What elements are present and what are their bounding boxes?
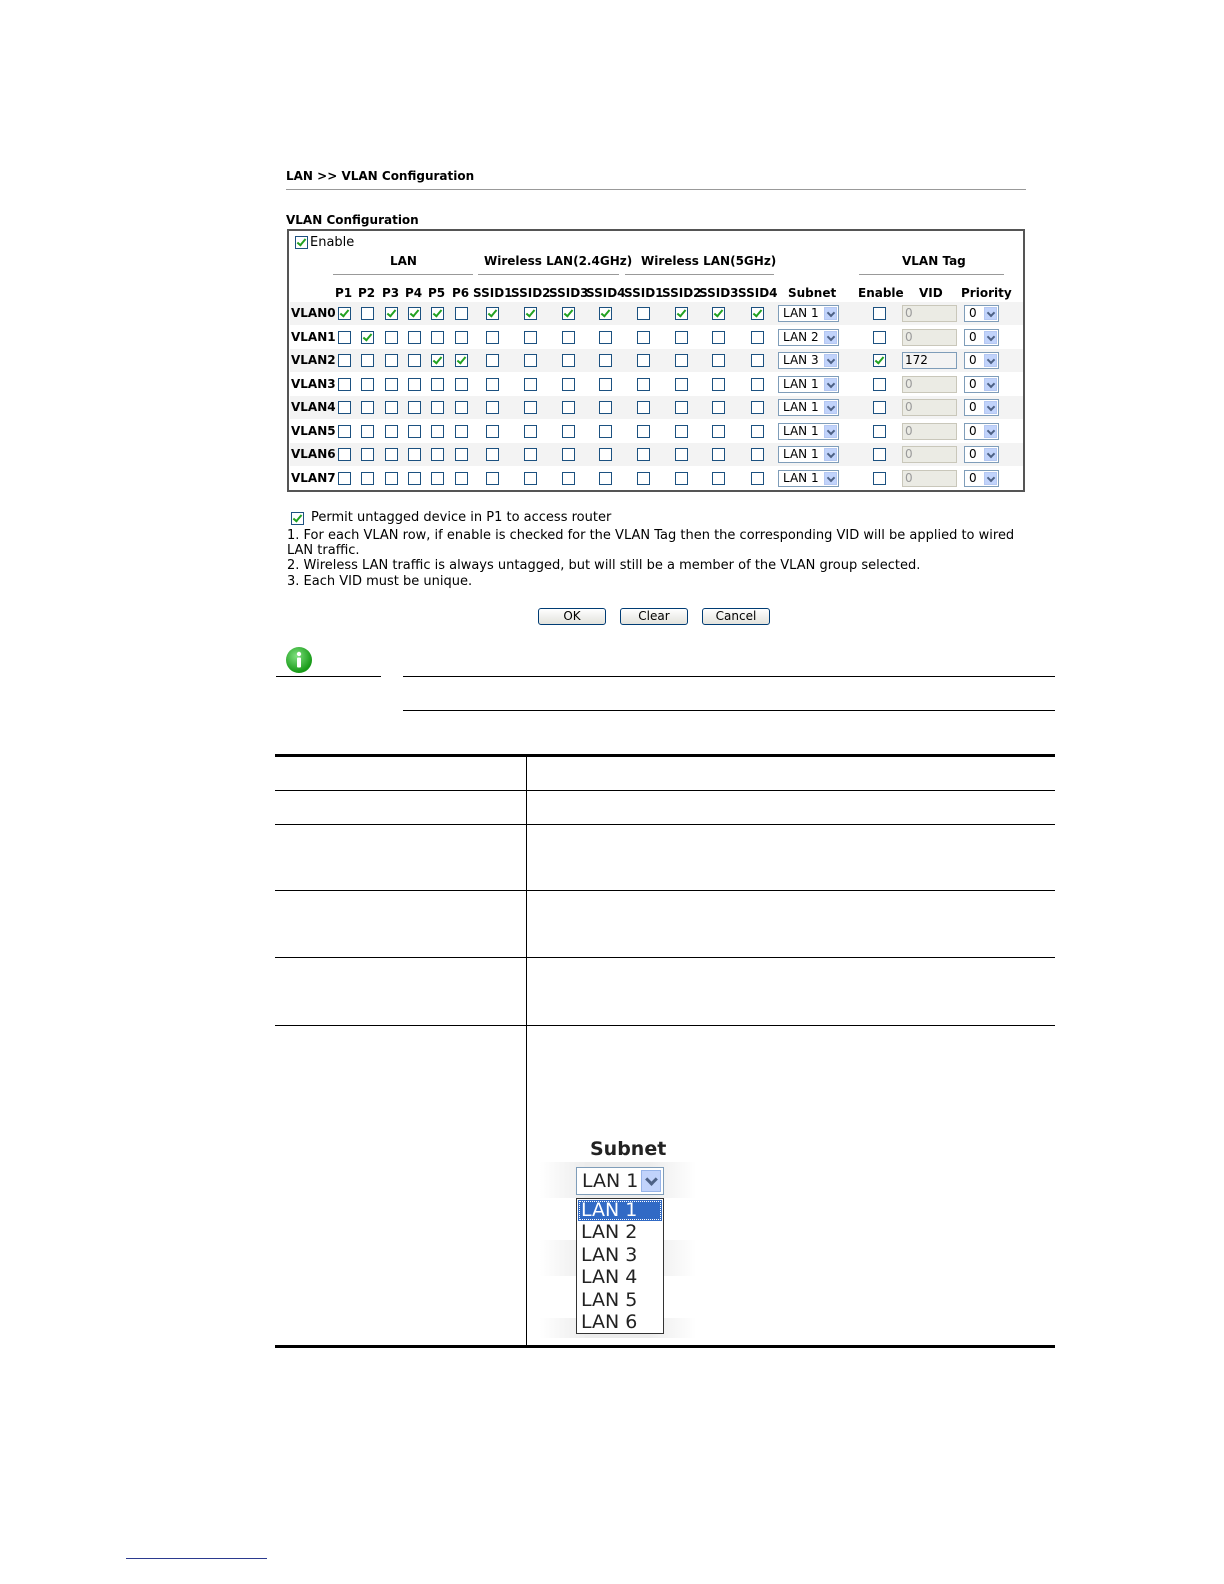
info-rule-top (403, 676, 1055, 677)
clear-button[interactable]: Clear (620, 608, 688, 625)
vid-input[interactable]: 0 (902, 446, 957, 463)
ssid24-checkbox[interactable] (524, 307, 537, 320)
vid-input[interactable]: 172 (902, 352, 957, 369)
ssid5-checkbox[interactable] (675, 448, 688, 461)
priority-select[interactable]: 0 (964, 305, 999, 322)
ssid5-checkbox[interactable] (712, 307, 725, 320)
chevron-down-icon[interactable] (824, 354, 837, 367)
subnet-popup-select[interactable] (576, 1167, 664, 1195)
vlan-row-label: VLAN6 (291, 447, 336, 461)
ssid5-checkbox[interactable] (637, 331, 650, 344)
ssid5-checkbox[interactable] (675, 354, 688, 367)
port-checkbox[interactable] (385, 472, 398, 485)
ssid24-checkbox[interactable] (524, 354, 537, 367)
chevron-down-icon[interactable] (984, 425, 997, 438)
chevron-down-icon[interactable] (824, 401, 837, 414)
port-checkbox[interactable] (455, 425, 468, 438)
port-checkbox[interactable] (431, 425, 444, 438)
priority-select[interactable]: 0 (964, 329, 999, 346)
ssid24-checkbox[interactable] (599, 378, 612, 391)
chevron-down-icon[interactable] (984, 472, 997, 485)
note-2: 2. Wireless LAN traffic is always untagged, but will still be a member of the VLAN group selected. (287, 558, 921, 573)
vid-input[interactable]: 0 (902, 376, 957, 393)
vlan-row-label: VLAN5 (291, 423, 336, 438)
section-title: VLAN Configuration (286, 213, 419, 227)
ssid24-checkbox[interactable] (486, 472, 499, 485)
column-header-ssid24: SSID3 (549, 286, 589, 300)
vlan-tag-enable-checkbox[interactable] (873, 354, 886, 367)
chevron-down-icon[interactable] (824, 307, 837, 320)
chevron-down-icon[interactable] (641, 1170, 661, 1192)
lan-group-rule (333, 274, 473, 275)
ssid5-checkbox[interactable] (751, 378, 764, 391)
column-header-ssid5: SSID4 (738, 286, 778, 300)
ssid5-checkbox[interactable] (675, 331, 688, 344)
vlan-tag-enable-checkbox[interactable] (873, 378, 886, 391)
ssid5-checkbox[interactable] (675, 425, 688, 438)
ssid5-checkbox[interactable] (675, 307, 688, 320)
priority-select[interactable]: 0 (964, 352, 999, 369)
port-checkbox[interactable] (338, 448, 351, 461)
subnet-select[interactable]: LAN 1 (778, 399, 839, 416)
vlan-row-label: VLAN0 (291, 306, 336, 320)
port-checkbox[interactable] (455, 472, 468, 485)
port-checkbox[interactable] (338, 472, 351, 485)
notes (287, 528, 1027, 589)
port-checkbox[interactable] (431, 448, 444, 461)
ssid5-checkbox[interactable] (637, 307, 650, 320)
note-3: 3. Each VID must be unique. (287, 574, 473, 589)
ssid5-checkbox[interactable] (637, 401, 650, 414)
port-checkbox[interactable] (408, 354, 421, 367)
chevron-down-icon[interactable] (984, 307, 997, 320)
ssid5-checkbox[interactable] (637, 378, 650, 391)
ssid24-checkbox[interactable] (562, 307, 575, 320)
ssid5-checkbox[interactable] (751, 401, 764, 414)
ssid5-checkbox[interactable] (712, 448, 725, 461)
vlan-tag-enable-checkbox[interactable] (873, 331, 886, 344)
ssid24-checkbox[interactable] (562, 331, 575, 344)
ssid24-checkbox[interactable] (486, 448, 499, 461)
ssid5-checkbox[interactable] (751, 354, 764, 367)
column-header-ssid5: SSID1 (624, 286, 664, 300)
subnet-popup-list (576, 1198, 664, 1334)
footer-link-rule (126, 1558, 267, 1559)
ssid5-checkbox[interactable] (712, 378, 725, 391)
chevron-down-icon[interactable] (984, 378, 997, 391)
vlan-tag-enable-checkbox[interactable] (873, 472, 886, 485)
header-divider (286, 189, 1026, 190)
column-header-subnet: Subnet (788, 286, 837, 300)
wlan24-group-rule (478, 274, 619, 275)
ssid24-checkbox[interactable] (599, 354, 612, 367)
column-header-port: P2 (358, 286, 376, 300)
vlan-tag-enable-checkbox[interactable] (873, 448, 886, 461)
ssid24-checkbox[interactable] (524, 472, 537, 485)
chevron-down-icon[interactable] (984, 354, 997, 367)
ssid24-checkbox[interactable] (599, 425, 612, 438)
vlan-tag-enable-checkbox[interactable] (873, 401, 886, 414)
ssid24-checkbox[interactable] (524, 401, 537, 414)
subnet-select[interactable]: LAN 1 (778, 305, 839, 322)
priority-select[interactable]: 0 (964, 446, 999, 463)
ssid24-checkbox[interactable] (524, 331, 537, 344)
port-checkbox[interactable] (361, 354, 374, 367)
vid-input[interactable]: 0 (902, 423, 957, 440)
ssid24-checkbox[interactable] (524, 425, 537, 438)
ssid5-checkbox[interactable] (637, 425, 650, 438)
vlan-tag-enable-checkbox[interactable] (873, 425, 886, 438)
group-header-lan: LAN (390, 254, 417, 268)
subnet-popup-header: Subnet (590, 1138, 667, 1160)
info-underline (276, 676, 381, 677)
port-checkbox[interactable] (431, 307, 444, 320)
vlan-row-label: VLAN7 (291, 470, 336, 485)
ssid24-checkbox[interactable] (562, 401, 575, 414)
breadcrumb: LAN >> VLAN Configuration (286, 169, 475, 183)
subnet-select[interactable]: LAN 1 (778, 470, 839, 487)
table-rule (275, 957, 1055, 958)
port-checkbox[interactable] (385, 425, 398, 438)
ssid24-checkbox[interactable] (599, 472, 612, 485)
note-1: 1. For each VLAN row, if enable is checked for the VLAN Tag then the corresponding VID will be applied to wired (287, 528, 1015, 543)
column-header-ssid24: SSID2 (511, 286, 551, 300)
column-header-port: P5 (428, 286, 446, 300)
port-checkbox[interactable] (431, 401, 444, 414)
table-rule (275, 824, 1055, 825)
chevron-down-icon[interactable] (824, 425, 837, 438)
vlan-tag-enable-checkbox[interactable] (873, 307, 886, 320)
group-header-wlan24: Wireless LAN(2.4GHz) (484, 254, 633, 268)
subnet-option[interactable]: LAN 4 (581, 1266, 638, 1289)
chevron-down-icon[interactable] (824, 378, 837, 391)
port-checkbox[interactable] (431, 472, 444, 485)
port-checkbox[interactable] (408, 401, 421, 414)
vlan-row-label: VLAN2 (291, 353, 336, 367)
vid-input[interactable]: 0 (902, 305, 957, 322)
port-checkbox[interactable] (455, 354, 468, 367)
table-rule-top (275, 754, 1055, 757)
ssid5-checkbox[interactable] (751, 331, 764, 344)
table-rule (275, 890, 1055, 891)
info-rule-bottom (403, 710, 1055, 711)
port-checkbox[interactable] (385, 448, 398, 461)
subnet-select[interactable]: LAN 3 (778, 352, 839, 369)
subnet-select[interactable]: LAN 2 (778, 329, 839, 346)
ssid24-checkbox[interactable] (562, 425, 575, 438)
port-checkbox[interactable] (408, 378, 421, 391)
ssid5-checkbox[interactable] (751, 307, 764, 320)
subnet-option[interactable]: LAN 3 (581, 1243, 638, 1266)
subnet-select[interactable]: LAN 1 (778, 423, 839, 440)
vid-input[interactable]: 0 (902, 399, 957, 416)
vid-input[interactable]: 0 (902, 329, 957, 346)
note-1-cont: LAN traffic. (287, 543, 360, 558)
ssid5-checkbox[interactable] (712, 354, 725, 367)
port-checkbox[interactable] (385, 307, 398, 320)
ok-button[interactable]: OK (538, 608, 606, 625)
column-header-port: P4 (405, 286, 423, 300)
ssid5-checkbox[interactable] (751, 425, 764, 438)
table-rule-bottom (275, 1345, 1055, 1348)
port-checkbox[interactable] (385, 354, 398, 367)
column-header-ssid24: SSID4 (586, 286, 626, 300)
ssid24-checkbox[interactable] (562, 378, 575, 391)
permit-untagged-label: Permit untagged device in P1 to access router (311, 510, 612, 525)
ssid5-checkbox[interactable] (637, 472, 650, 485)
column-header-port: P6 (452, 286, 470, 300)
priority-select[interactable]: 0 (964, 423, 999, 440)
port-checkbox[interactable] (455, 378, 468, 391)
port-checkbox[interactable] (431, 331, 444, 344)
column-header-ssid5: SSID3 (699, 286, 739, 300)
port-checkbox[interactable] (455, 307, 468, 320)
chevron-down-icon[interactable] (824, 331, 837, 344)
port-checkbox[interactable] (431, 378, 444, 391)
vlan-tag-group-rule (859, 274, 1004, 275)
vlan-row-label: VLAN4 (291, 400, 336, 414)
info-icon (286, 647, 312, 673)
enable-checkbox[interactable] (295, 236, 308, 249)
ssid24-checkbox[interactable] (486, 425, 499, 438)
subnet-dropdown-illustration (540, 1134, 696, 1338)
table-column-divider (526, 757, 527, 1345)
table-rule (275, 1025, 1055, 1026)
chevron-down-icon[interactable] (984, 401, 997, 414)
column-header-tag-enable: Enable (858, 286, 904, 300)
vlan-row-label: VLAN1 (291, 329, 336, 344)
permit-untagged-checkbox[interactable] (291, 512, 304, 525)
ssid5-checkbox[interactable] (712, 331, 725, 344)
subnet-select[interactable]: LAN 1 (778, 376, 839, 393)
port-checkbox[interactable] (408, 472, 421, 485)
enable-label: Enable (310, 235, 355, 250)
port-checkbox[interactable] (408, 425, 421, 438)
ssid24-checkbox[interactable] (524, 378, 537, 391)
ssid24-checkbox[interactable] (486, 378, 499, 391)
port-checkbox[interactable] (361, 425, 374, 438)
chevron-down-icon[interactable] (824, 472, 837, 485)
ssid5-checkbox[interactable] (675, 378, 688, 391)
chevron-down-icon[interactable] (984, 331, 997, 344)
ssid24-checkbox[interactable] (599, 448, 612, 461)
port-checkbox[interactable] (361, 472, 374, 485)
ssid5-checkbox[interactable] (712, 401, 725, 414)
vid-input[interactable]: 0 (902, 470, 957, 487)
port-checkbox[interactable] (338, 331, 351, 344)
port-checkbox[interactable] (338, 307, 351, 320)
port-checkbox[interactable] (455, 401, 468, 414)
group-header-vlan-tag: VLAN Tag (902, 254, 966, 268)
ssid24-checkbox[interactable] (599, 331, 612, 344)
table-rule (275, 790, 1055, 791)
priority-select[interactable]: 0 (964, 399, 999, 416)
ssid24-checkbox[interactable] (599, 401, 612, 414)
subnet-popup-selected: LAN 1 (582, 1170, 639, 1192)
ssid5-checkbox[interactable] (712, 425, 725, 438)
ssid5-checkbox[interactable] (751, 472, 764, 485)
port-checkbox[interactable] (431, 354, 444, 367)
subnet-select[interactable]: LAN 1 (778, 446, 839, 463)
ssid24-checkbox[interactable] (486, 331, 499, 344)
subnet-option[interactable]: LAN 5 (581, 1288, 638, 1311)
column-header-priority: Priority (961, 286, 1012, 300)
ssid24-checkbox[interactable] (562, 472, 575, 485)
ssid5-checkbox[interactable] (675, 472, 688, 485)
column-header-port: P3 (382, 286, 400, 300)
port-checkbox[interactable] (338, 354, 351, 367)
group-header-wlan5: Wireless LAN(5GHz) (641, 254, 777, 268)
port-checkbox[interactable] (385, 331, 398, 344)
column-header-ssid24: SSID1 (473, 286, 513, 300)
port-checkbox[interactable] (361, 378, 374, 391)
port-checkbox[interactable] (385, 401, 398, 414)
ssid24-checkbox[interactable] (562, 354, 575, 367)
port-checkbox[interactable] (361, 307, 374, 320)
column-header-port: P1 (335, 286, 353, 300)
port-checkbox[interactable] (338, 425, 351, 438)
ssid5-checkbox[interactable] (712, 472, 725, 485)
cancel-button[interactable]: Cancel (702, 608, 770, 625)
subnet-option[interactable]: LAN 2 (581, 1221, 638, 1244)
ssid24-checkbox[interactable] (599, 307, 612, 320)
port-checkbox[interactable] (361, 448, 374, 461)
ssid5-checkbox[interactable] (675, 401, 688, 414)
port-checkbox[interactable] (408, 331, 421, 344)
port-checkbox[interactable] (455, 448, 468, 461)
port-checkbox[interactable] (455, 331, 468, 344)
port-checkbox[interactable] (338, 401, 351, 414)
vlan-row-label: VLAN3 (291, 376, 336, 391)
column-header-vid: VID (919, 286, 943, 300)
ssid24-checkbox[interactable] (486, 307, 499, 320)
chevron-down-icon[interactable] (824, 448, 837, 461)
ssid5-checkbox[interactable] (637, 448, 650, 461)
ssid24-checkbox[interactable] (486, 354, 499, 367)
column-header-ssid5: SSID2 (662, 286, 702, 300)
ssid24-checkbox[interactable] (524, 448, 537, 461)
port-checkbox[interactable] (338, 378, 351, 391)
ssid5-checkbox[interactable] (751, 448, 764, 461)
port-checkbox[interactable] (361, 401, 374, 414)
ssid24-checkbox[interactable] (562, 448, 575, 461)
port-checkbox[interactable] (408, 448, 421, 461)
port-checkbox[interactable] (361, 331, 374, 344)
priority-select[interactable]: 0 (964, 470, 999, 487)
chevron-down-icon[interactable] (984, 448, 997, 461)
wlan5-group-rule (625, 274, 774, 275)
ssid24-checkbox[interactable] (486, 401, 499, 414)
subnet-option[interactable]: LAN 1 (578, 1200, 662, 1221)
priority-select[interactable]: 0 (964, 376, 999, 393)
subnet-option[interactable]: LAN 6 (581, 1311, 638, 1333)
port-checkbox[interactable] (408, 307, 421, 320)
ssid5-checkbox[interactable] (637, 354, 650, 367)
port-checkbox[interactable] (385, 378, 398, 391)
